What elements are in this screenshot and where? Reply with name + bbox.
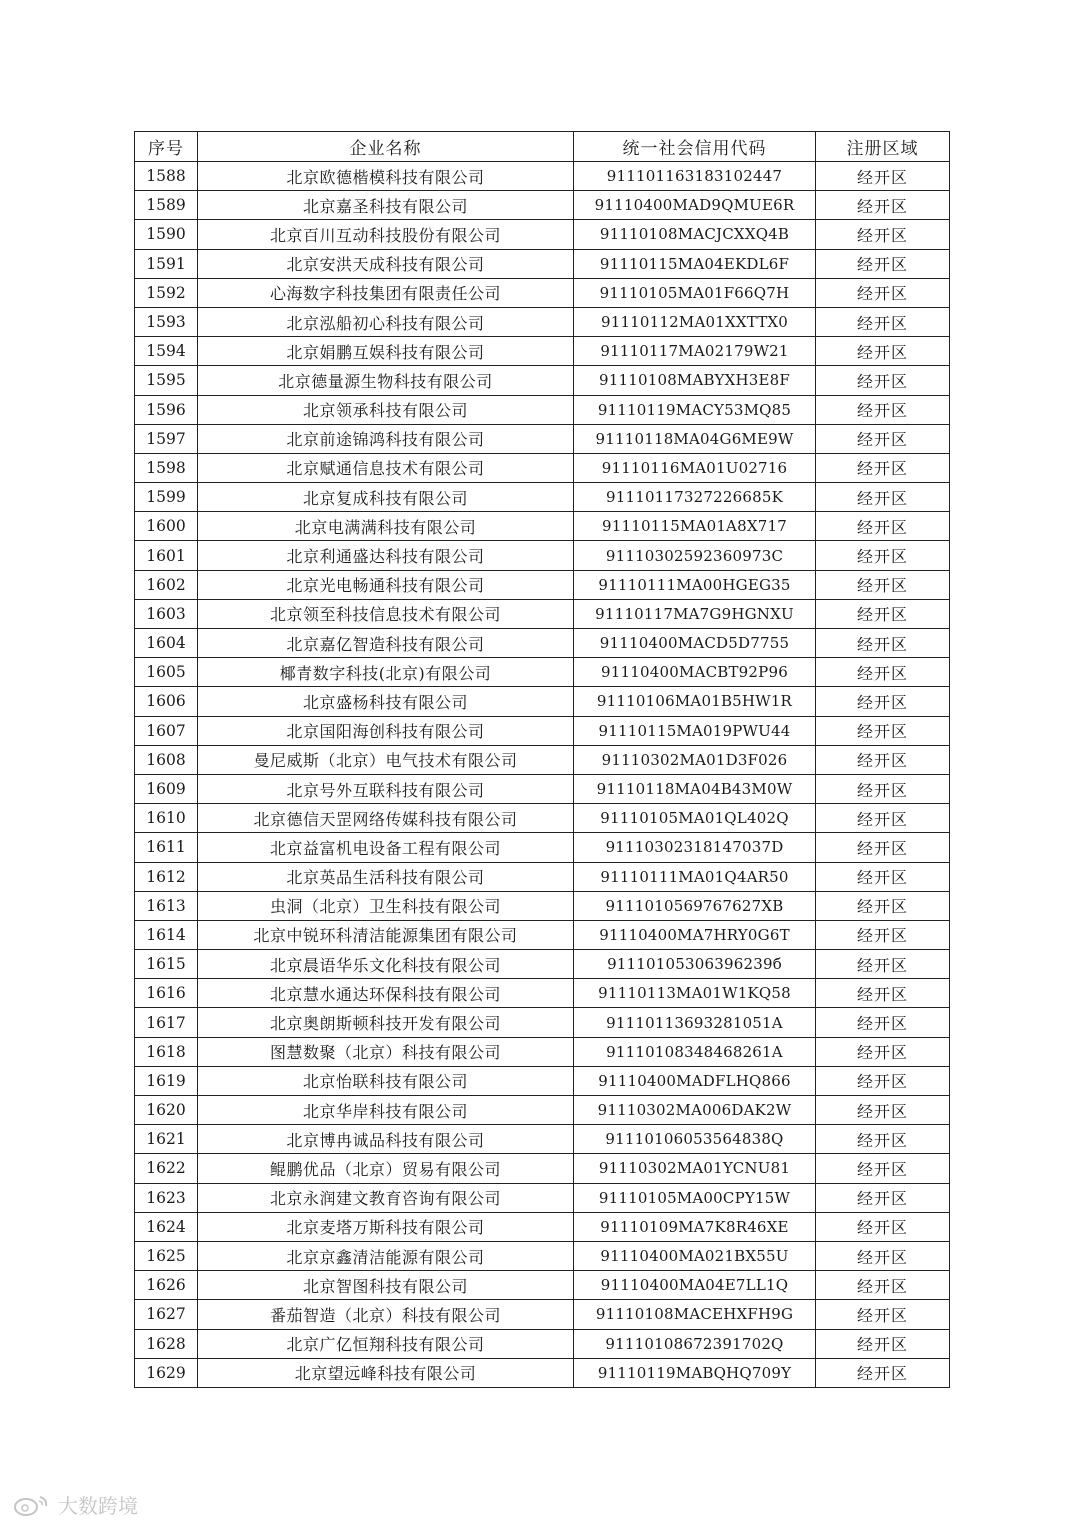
table-row xyxy=(135,570,950,599)
row-index: 1598 xyxy=(135,453,198,482)
registration-area: 经开区 xyxy=(816,1066,950,1095)
credit-code: 91110115MA04EKDL6F xyxy=(574,249,816,278)
company-name: 北京赋通信息技术有限公司 xyxy=(198,453,574,482)
table-row xyxy=(135,220,950,249)
row-index: 1589 xyxy=(135,191,198,220)
company-name: 北京号外互联科技有限公司 xyxy=(198,774,574,803)
table-row xyxy=(135,891,950,920)
table-row xyxy=(135,658,950,687)
credit-code: 91110302MA006DAK2W xyxy=(574,1096,816,1125)
table-row xyxy=(135,541,950,570)
registration-area: 经开区 xyxy=(816,1300,950,1329)
registration-area: 经开区 xyxy=(816,1125,950,1154)
table-row xyxy=(135,979,950,1008)
table-row xyxy=(135,1125,950,1154)
row-index: 1618 xyxy=(135,1037,198,1066)
table-row xyxy=(135,278,950,307)
registration-area: 经开区 xyxy=(816,950,950,979)
registration-area: 经开区 xyxy=(816,658,950,687)
table-row xyxy=(135,1271,950,1300)
table-row xyxy=(135,862,950,891)
row-index: 1620 xyxy=(135,1096,198,1125)
credit-code: 91110108MACEHXFH9G xyxy=(574,1300,816,1329)
row-index: 1588 xyxy=(135,162,198,191)
registration-area: 经开区 xyxy=(816,745,950,774)
company-name: 北京益富机电设备工程有限公司 xyxy=(198,833,574,862)
registration-area: 经开区 xyxy=(816,570,950,599)
credit-code: 91110302MA01YCNU81 xyxy=(574,1154,816,1183)
credit-code: 91110111MA01Q4AR50 xyxy=(574,862,816,891)
row-index: 1607 xyxy=(135,716,198,745)
credit-code: 91110117MA02179W21 xyxy=(574,337,816,366)
credit-code: 91110115MA019PWU44 xyxy=(574,716,816,745)
table-row xyxy=(135,1183,950,1212)
company-list-table xyxy=(134,131,950,1388)
company-name: 心海数字科技集团有限责任公司 xyxy=(198,278,574,307)
registration-area: 经开区 xyxy=(816,307,950,336)
registration-area: 经开区 xyxy=(816,1271,950,1300)
row-index: 1613 xyxy=(135,891,198,920)
registration-area: 经开区 xyxy=(816,1329,950,1358)
table-row xyxy=(135,1096,950,1125)
row-index: 1602 xyxy=(135,570,198,599)
company-name: 北京嘉亿智造科技有限公司 xyxy=(198,629,574,658)
credit-code: 91110302MA01D3F026 xyxy=(574,745,816,774)
row-index: 1601 xyxy=(135,541,198,570)
table-row xyxy=(135,162,950,191)
table-row xyxy=(135,337,950,366)
row-index: 1617 xyxy=(135,1008,198,1037)
row-index: 1611 xyxy=(135,833,198,862)
row-index: 1621 xyxy=(135,1125,198,1154)
registration-area: 经开区 xyxy=(816,1241,950,1270)
company-name: 图慧数聚（北京）科技有限公司 xyxy=(198,1037,574,1066)
credit-code: 91110113693281051A xyxy=(574,1008,816,1037)
registration-area: 经开区 xyxy=(816,1358,950,1387)
row-index: 1595 xyxy=(135,366,198,395)
row-index: 1622 xyxy=(135,1154,198,1183)
table-row xyxy=(135,512,950,541)
credit-code: 91110400MACD5D7755 xyxy=(574,629,816,658)
registration-area: 经开区 xyxy=(816,541,950,570)
registration-area: 经开区 xyxy=(816,1183,950,1212)
company-name: 北京盛杨科技有限公司 xyxy=(198,687,574,716)
table-row xyxy=(135,191,950,220)
credit-code: 91110108672391702Q xyxy=(574,1329,816,1358)
company-name: 北京麦塔万斯科技有限公司 xyxy=(198,1212,574,1241)
company-name: 北京泓船初心科技有限公司 xyxy=(198,307,574,336)
row-index: 1608 xyxy=(135,745,198,774)
table-row xyxy=(135,453,950,482)
table-row xyxy=(135,424,950,453)
credit-code: 91110105MA00CPY15W xyxy=(574,1183,816,1212)
registration-area: 经开区 xyxy=(816,774,950,803)
credit-code: 91110108MABYXH3E8F xyxy=(574,366,816,395)
row-index: 1624 xyxy=(135,1212,198,1241)
credit-code: 9111010569767627XB xyxy=(574,891,816,920)
credit-code: 91110400MA021BX55U xyxy=(574,1241,816,1270)
company-name: 北京领至科技信息技术有限公司 xyxy=(198,599,574,628)
registration-area: 经开区 xyxy=(816,687,950,716)
row-index: 1605 xyxy=(135,658,198,687)
company-name: 北京慧水通达环保科技有限公司 xyxy=(198,979,574,1008)
row-index: 1623 xyxy=(135,1183,198,1212)
company-name: 北京德量源生物科技有限公司 xyxy=(198,366,574,395)
row-index: 1594 xyxy=(135,337,198,366)
company-name: 北京嘉圣科技有限公司 xyxy=(198,191,574,220)
credit-code: 91110111MA00HGEG35 xyxy=(574,570,816,599)
credit-code: 91110109MA7K8R46XE xyxy=(574,1212,816,1241)
credit-code: 91110113MA01W1KQ58 xyxy=(574,979,816,1008)
company-name: 北京前途锦鸿科技有限公司 xyxy=(198,424,574,453)
credit-code: 91110105MA01F66Q7H xyxy=(574,278,816,307)
row-index: 1615 xyxy=(135,950,198,979)
registration-area: 经开区 xyxy=(816,278,950,307)
row-index: 1625 xyxy=(135,1241,198,1270)
registration-area: 经开区 xyxy=(816,453,950,482)
company-name: 北京娟鹏互娱科技有限公司 xyxy=(198,337,574,366)
registration-area: 经开区 xyxy=(816,979,950,1008)
table-row xyxy=(135,920,950,949)
company-name: 北京光电畅通科技有限公司 xyxy=(198,570,574,599)
company-name: 北京望远峰科技有限公司 xyxy=(198,1358,574,1387)
credit-code: 91110119MABQHQ709Y xyxy=(574,1358,816,1387)
table-body xyxy=(135,162,950,1388)
credit-code: 91110400MA7HRY0G6T xyxy=(574,920,816,949)
company-name: 北京奥朗斯顿科技开发有限公司 xyxy=(198,1008,574,1037)
row-index: 1627 xyxy=(135,1300,198,1329)
registration-area: 经开区 xyxy=(816,804,950,833)
registration-area: 经开区 xyxy=(816,1008,950,1037)
row-index: 1596 xyxy=(135,395,198,424)
company-name: 北京百川互动科技股份有限公司 xyxy=(198,220,574,249)
table-row xyxy=(135,1066,950,1095)
company-name: 北京华岸科技有限公司 xyxy=(198,1096,574,1125)
table-row xyxy=(135,395,950,424)
company-name: 北京智图科技有限公司 xyxy=(198,1271,574,1300)
table-row xyxy=(135,483,950,512)
table-header-row xyxy=(135,132,950,162)
company-name: 北京广亿恒翔科技有限公司 xyxy=(198,1329,574,1358)
registration-area: 经开区 xyxy=(816,833,950,862)
table-row xyxy=(135,716,950,745)
credit-code: 91110118MA04B43M0W xyxy=(574,774,816,803)
table-row xyxy=(135,1008,950,1037)
table-row xyxy=(135,774,950,803)
company-name: 北京怡联科技有限公司 xyxy=(198,1066,574,1095)
company-name: 曼尼威斯（北京）电气技术有限公司 xyxy=(198,745,574,774)
registration-area: 经开区 xyxy=(816,1212,950,1241)
row-index: 1604 xyxy=(135,629,198,658)
row-index: 1628 xyxy=(135,1329,198,1358)
row-index: 1629 xyxy=(135,1358,198,1387)
table-row xyxy=(135,1300,950,1329)
registration-area: 经开区 xyxy=(816,162,950,191)
registration-area: 经开区 xyxy=(816,1096,950,1125)
table-row xyxy=(135,366,950,395)
row-index: 1592 xyxy=(135,278,198,307)
company-name: 虫洞（北京）卫生科技有限公司 xyxy=(198,891,574,920)
registration-area: 经开区 xyxy=(816,891,950,920)
header-credit-code: 统一社会信用代码 xyxy=(574,132,816,162)
company-name: 北京安洪天成科技有限公司 xyxy=(198,249,574,278)
registration-area: 经开区 xyxy=(816,483,950,512)
header-registration-area: 注册区域 xyxy=(816,132,950,162)
row-index: 1619 xyxy=(135,1066,198,1095)
credit-code: 91110105MA01QL402Q xyxy=(574,804,816,833)
registration-area: 经开区 xyxy=(816,424,950,453)
credit-code: 91110302592360973C xyxy=(574,541,816,570)
credit-code: 91110108348468261A xyxy=(574,1037,816,1066)
company-name: 北京中锐环科清洁能源集团有限公司 xyxy=(198,920,574,949)
company-name: 北京英品生活科技有限公司 xyxy=(198,862,574,891)
credit-code: 91110115MA01A8X717 xyxy=(574,512,816,541)
row-index: 1597 xyxy=(135,424,198,453)
registration-area: 经开区 xyxy=(816,191,950,220)
credit-code: 91110117MA7G9HGNXU xyxy=(574,599,816,628)
row-index: 1609 xyxy=(135,774,198,803)
credit-code: 91110106053564838Q xyxy=(574,1125,816,1154)
credit-code: 91110400MADFLHQ866 xyxy=(574,1066,816,1095)
registration-area: 经开区 xyxy=(816,716,950,745)
weibo-logo-icon xyxy=(12,1493,52,1517)
header-index: 序号 xyxy=(135,132,198,162)
row-index: 1612 xyxy=(135,862,198,891)
registration-area: 经开区 xyxy=(816,1154,950,1183)
credit-code: 911101163183102447 xyxy=(574,162,816,191)
registration-area: 经开区 xyxy=(816,920,950,949)
company-name: 椰青数字科技(北京)有限公司 xyxy=(198,658,574,687)
row-index: 1600 xyxy=(135,512,198,541)
row-index: 1610 xyxy=(135,804,198,833)
table-row xyxy=(135,599,950,628)
row-index: 1603 xyxy=(135,599,198,628)
company-name: 北京京鑫清洁能源有限公司 xyxy=(198,1241,574,1270)
credit-code: 91110119MACY53MQ85 xyxy=(574,395,816,424)
row-index: 1593 xyxy=(135,307,198,336)
table-row xyxy=(135,1154,950,1183)
registration-area: 经开区 xyxy=(816,395,950,424)
company-name: 北京领承科技有限公司 xyxy=(198,395,574,424)
registration-area: 经开区 xyxy=(816,862,950,891)
credit-code: 91110106MA01B5HW1R xyxy=(574,687,816,716)
registration-area: 经开区 xyxy=(816,249,950,278)
row-index: 1626 xyxy=(135,1271,198,1300)
table-row xyxy=(135,687,950,716)
registration-area: 经开区 xyxy=(816,512,950,541)
registration-area: 经开区 xyxy=(816,599,950,628)
watermark xyxy=(12,1490,138,1519)
company-name: 北京永润建文教育咨询有限公司 xyxy=(198,1183,574,1212)
registration-area: 经开区 xyxy=(816,220,950,249)
table-row xyxy=(135,307,950,336)
company-name: 北京电满满科技有限公司 xyxy=(198,512,574,541)
table-row xyxy=(135,1037,950,1066)
row-index: 1591 xyxy=(135,249,198,278)
table-row xyxy=(135,833,950,862)
company-name: 北京欧德楷模科技有限公司 xyxy=(198,162,574,191)
row-index: 1614 xyxy=(135,920,198,949)
credit-code: 91110112MA01XXTTX0 xyxy=(574,307,816,336)
row-index: 1606 xyxy=(135,687,198,716)
credit-code: 91110108MACJCXXQ4B xyxy=(574,220,816,249)
table-row xyxy=(135,745,950,774)
row-index: 1599 xyxy=(135,483,198,512)
credit-code: 91110118MA04G6ME9W xyxy=(574,424,816,453)
credit-code: 91110117327226685K xyxy=(574,483,816,512)
table-row xyxy=(135,1358,950,1387)
table-row xyxy=(135,1329,950,1358)
company-name: 北京博冉诚品科技有限公司 xyxy=(198,1125,574,1154)
registration-area: 经开区 xyxy=(816,1037,950,1066)
credit-code: 91110400MAD9QMUE6R xyxy=(574,191,816,220)
credit-code: 91110302318147037D xyxy=(574,833,816,862)
company-name: 北京晨语华乐文化科技有限公司 xyxy=(198,950,574,979)
company-name: 北京复成科技有限公司 xyxy=(198,483,574,512)
table-row xyxy=(135,804,950,833)
table-row xyxy=(135,629,950,658)
credit-code: 91110116MA01U02716 xyxy=(574,453,816,482)
company-name: 番茄智造（北京）科技有限公司 xyxy=(198,1300,574,1329)
table-row xyxy=(135,1241,950,1270)
registration-area: 经开区 xyxy=(816,337,950,366)
credit-code: 91110400MA04E7LL1Q xyxy=(574,1271,816,1300)
watermark-text: 大数跨境 xyxy=(58,1494,138,1518)
credit-code: 91110105306396239б xyxy=(574,950,816,979)
row-index: 1616 xyxy=(135,979,198,1008)
company-name: 鲲鹏优品（北京）贸易有限公司 xyxy=(198,1154,574,1183)
company-name: 北京利通盛达科技有限公司 xyxy=(198,541,574,570)
company-list-table-container xyxy=(134,131,949,1388)
table-row xyxy=(135,950,950,979)
registration-area: 经开区 xyxy=(816,629,950,658)
company-name: 北京德信天罡网络传媒科技有限公司 xyxy=(198,804,574,833)
credit-code: 91110400MACBT92P96 xyxy=(574,658,816,687)
registration-area: 经开区 xyxy=(816,366,950,395)
company-name: 北京国阳海创科技有限公司 xyxy=(198,716,574,745)
table-row xyxy=(135,249,950,278)
table-row xyxy=(135,1212,950,1241)
row-index: 1590 xyxy=(135,220,198,249)
header-company-name: 企业名称 xyxy=(198,132,574,162)
